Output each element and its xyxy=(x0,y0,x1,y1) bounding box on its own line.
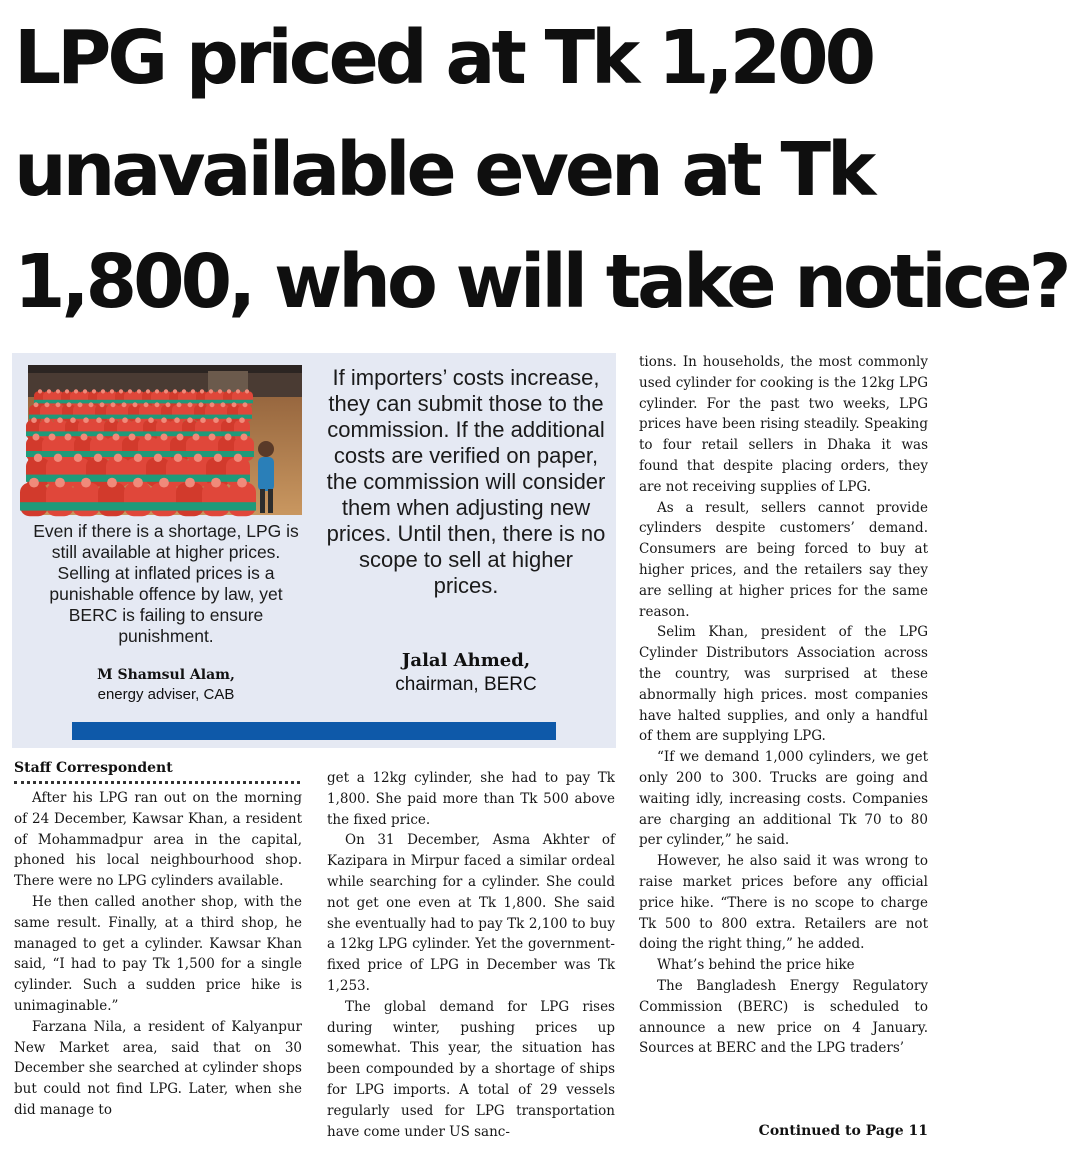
quote-left-author-name: M Shamsul Alam, xyxy=(97,667,235,683)
quote-right-author-name: Jalal Ahmed, xyxy=(401,650,531,671)
article-column-3 xyxy=(639,352,928,1059)
paragraph: get a 12kg cylinder, she had to pay Tk 1,800. She paid more than Tk 500 above the fixed price. xyxy=(327,770,615,828)
article-column-2 xyxy=(327,768,615,1142)
continued-link[interactable]: Continued to Page 11 xyxy=(758,1123,928,1139)
paragraph: However, he also said it was wrong to raise market prices before any official price hike. “There is no scope to charge Tk 500 to 800 extra. Retailers are not doing the right thing,” he added. xyxy=(639,853,928,953)
headline-line-3: 1,800, who will take notice? xyxy=(14,239,1068,325)
paragraph: As a result, sellers cannot provide cylinders despite customers’ demand. Consumers are being forced to buy at higher prices, and the retailers say they are selling at higher prices for the same reason. xyxy=(639,499,928,620)
paragraph: “If we demand 1,000 cylinders, we get only 200 to 300. Trucks are going and waiting idly, increasing costs. Companies are charging an additional Tk 70 to 80 per cylinder,” he said. xyxy=(639,749,928,849)
paragraph: The global demand for LPG rises during winter, pushing prices up somewhat. This year, the situation has been compounded by a shortage of ships for LPG imports. A total of 29 vessels regularly used for LPG transportation have come under US sanc- xyxy=(327,998,615,1140)
headline xyxy=(14,2,1068,338)
quote-left-text: Even if there is a shortage, LPG is still available at higher prices. Selling at inflated prices is a punishable offence by law, yet BERC is failing to ensure punishment. xyxy=(33,521,299,646)
paragraph: He then called another shop, with the same result. Finally, at a third shop, he managed to get a cylinder. Kawsar Khan said, “I had to pay Tk 1,500 for a single cylinder. Such a sudden price hike is unimaginable.” xyxy=(14,893,302,1014)
quote-right-attribution xyxy=(324,649,608,697)
headline-line-1: LPG priced at Tk 1,200 xyxy=(14,15,873,101)
subheading: What’s behind the price hike xyxy=(657,957,855,974)
quote-left-author-title: energy adviser, CAB xyxy=(97,686,235,703)
paragraph: Farzana Nila, a resident of Kalyanpur New Market area, said that on 30 December she searched at cylinder shops but could not find LPG. Later, when she did manage to xyxy=(14,1018,302,1118)
byline: Staff Correspondent xyxy=(14,758,300,784)
paragraph: On 31 December, Asma Akhter of Kazipara in Mirpur faced a similar ordeal while searching for a cylinder. She could not get one even at Tk 1,800. She said she eventually had to pay Tk 2,100 to buy a 12kg LPG cylinder. Yet the government-fixed price of LPG in December was Tk 1,253. xyxy=(327,832,615,994)
quote-right-text: If importers’ costs increase, they can submit those to the commission. If the additional costs are verified on paper, the commission will consider them when adjusting new prices. Until then, there is no scope to sell at higher prices. xyxy=(326,365,606,598)
headline-line-2: unavailable even at Tk xyxy=(14,127,873,213)
paragraph: The Bangladesh Energy Regulatory Commission (BERC) is scheduled to announce a new price on 4 January. Sources at BERC and the LPG traders’ xyxy=(639,977,928,1057)
paragraph: Selim Khan, president of the LPG Cylinder Distributors Association across the country, was surprised at these abnormally high prices. most companies have halted supplies, and only a handful of them are supplying LPG. xyxy=(639,624,928,745)
article-column-1 xyxy=(14,788,302,1121)
paragraph: After his LPG ran out on the morning of 24 December, Kawsar Khan, a resident of Mohammadpur area in the capital, phoned his local neighbourhood shop. There were no LPG cylinders available. xyxy=(14,790,302,890)
quote-right-author-title: chairman, BERC xyxy=(395,674,537,695)
quote-box xyxy=(12,353,616,748)
paragraph: tions. In households, the most commonly used cylinder for cooking is the 12kg LPG cylinder. For the past two weeks, LPG prices have been rising steadily. Speaking to four retail sellers in Dhaka it was found that despite placing orders, they are not receiving supplies of LPG. xyxy=(639,354,928,495)
lpg-cylinders-photo xyxy=(28,365,302,515)
quote-left-attribution xyxy=(26,665,306,705)
accent-bar xyxy=(72,722,556,740)
